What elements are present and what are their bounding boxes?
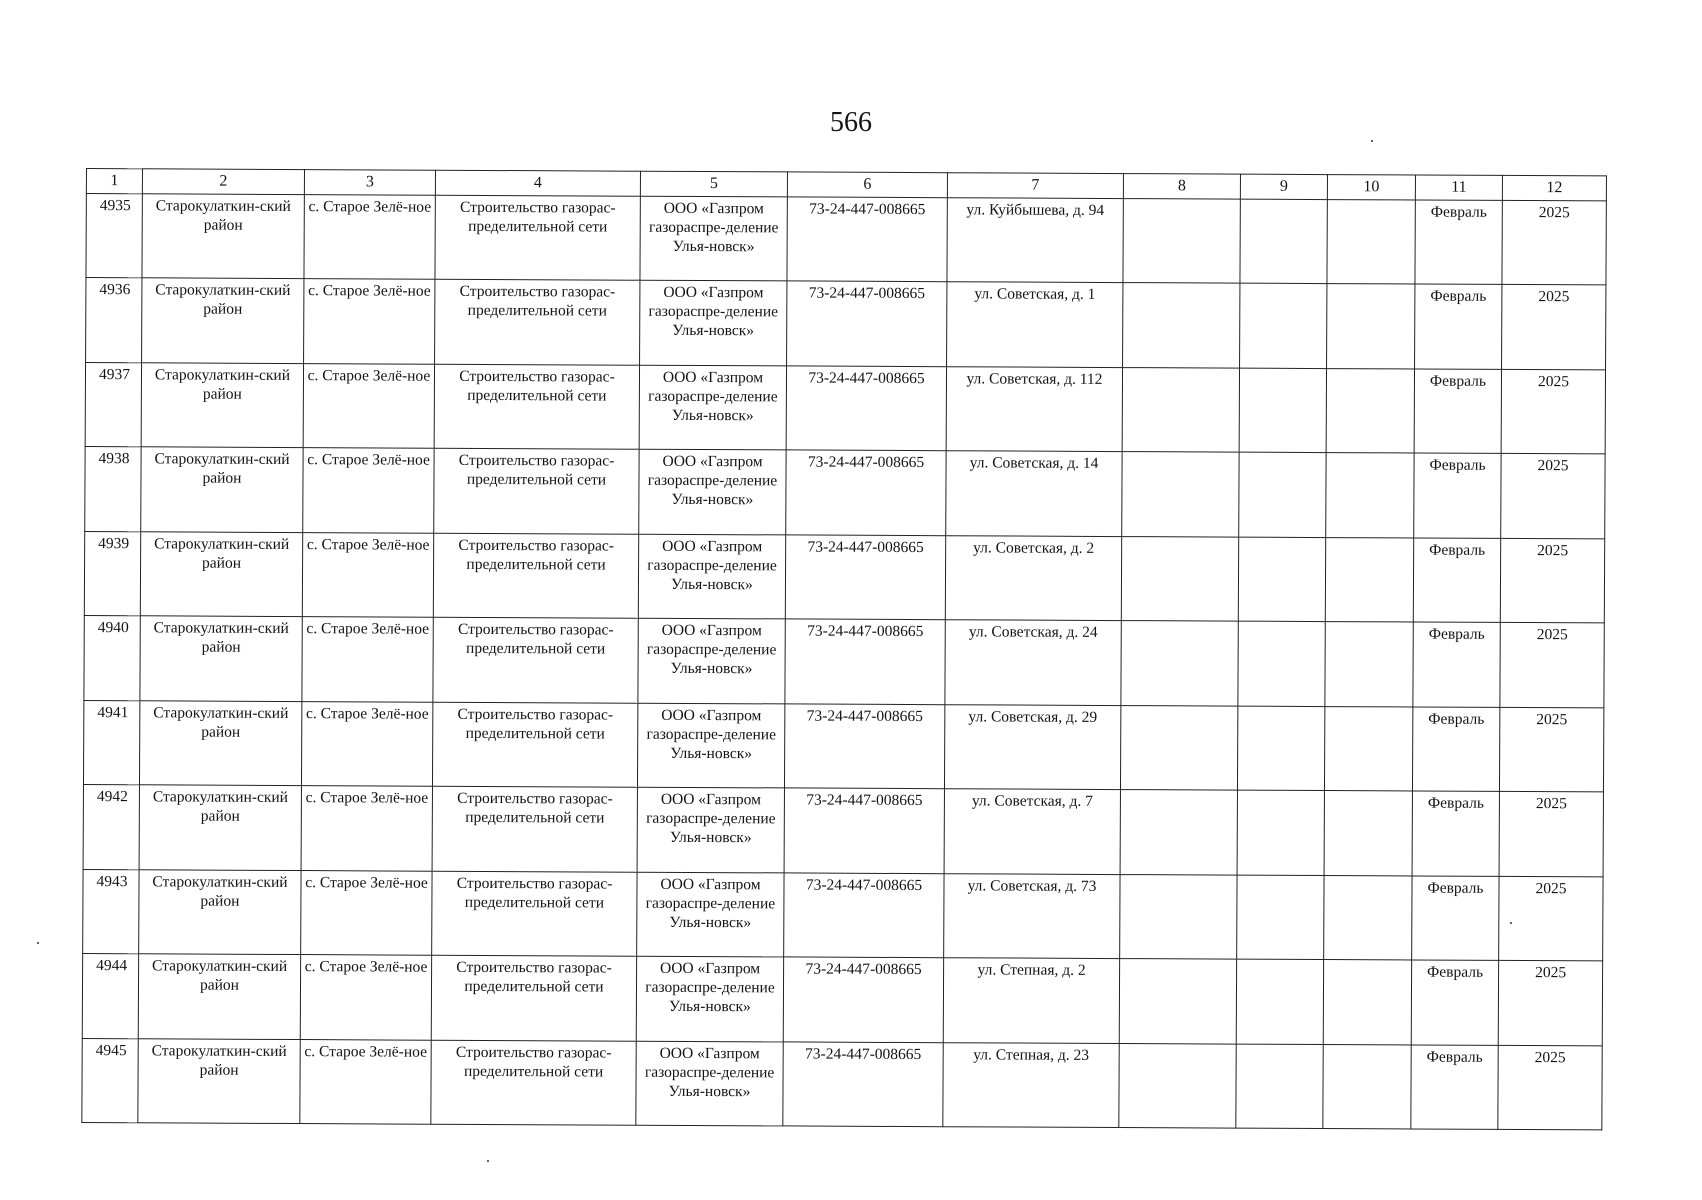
- cell-work-type: [432, 702, 637, 787]
- district-text: Старокулаткин-ский район: [153, 704, 289, 741]
- cell-organization: [639, 449, 786, 535]
- col-8-text: [1123, 285, 1239, 286]
- cell-number: [84, 615, 140, 700]
- cell-district: [138, 1039, 300, 1124]
- cell-work-type: [433, 617, 638, 703]
- year-text: 2025: [1536, 711, 1568, 729]
- month-text: Февраль: [1428, 625, 1485, 643]
- column-header-6: 6: [787, 172, 947, 198]
- cell-col-8: [1123, 283, 1240, 369]
- cell-registry-code: [785, 535, 945, 620]
- settlement-text: с. Старое Зелё-ное: [304, 958, 428, 976]
- cell-registry-code: [787, 281, 947, 367]
- address-text: ул. Советская, д. 7: [971, 792, 1093, 810]
- year-text: 2025: [1536, 626, 1568, 644]
- table-row: [85, 446, 1605, 538]
- cell-year: [1500, 622, 1604, 708]
- cell-month: [1414, 369, 1501, 453]
- settlement-text: с. Старое Зелё-ное: [308, 282, 431, 300]
- district-text: Старокулаткин-ский район: [154, 450, 290, 487]
- cell-settlement: [302, 533, 433, 618]
- settlement-text: с. Старое Зелё-ное: [308, 198, 432, 216]
- number-text: 4937: [98, 366, 131, 384]
- cell-address: [944, 705, 1120, 790]
- cell-month: [1415, 200, 1502, 284]
- organization-text: ООО «Газпром газораспре-деление Улья-новск»: [644, 1044, 775, 1101]
- work-type-text: Строительство газорас-пределительной сети: [457, 620, 614, 658]
- cell-col-9: [1240, 199, 1327, 283]
- work-type-text: Строительство газорас-пределительной сети: [456, 958, 612, 996]
- number-text: 4940: [97, 619, 129, 637]
- cell-number: [85, 446, 141, 531]
- year-text: 2025: [1535, 964, 1567, 982]
- cell-number: [85, 363, 141, 447]
- cell-col-8: [1120, 706, 1237, 791]
- year-text: 2025: [1537, 373, 1570, 391]
- number-text: 4938: [98, 450, 130, 468]
- cell-work-type: [431, 1040, 636, 1125]
- column-header-12: 12: [1502, 175, 1606, 201]
- settlement-text: с. Старое Зелё-ное: [306, 536, 430, 554]
- scan-speck: [1510, 922, 1512, 924]
- column-header-11: 11: [1415, 175, 1502, 200]
- cell-month: [1414, 453, 1501, 538]
- col-8-text: [1121, 708, 1237, 709]
- cell-year: [1501, 369, 1605, 454]
- address-text: ул. Советская, д. 29: [968, 708, 1098, 726]
- organization-text: ООО «Газпром газораспре-деление Улья-новск»: [645, 959, 775, 1016]
- column-header-3: 3: [304, 170, 435, 196]
- cell-address: [947, 198, 1123, 283]
- district-text: Старокулаткин-ский район: [152, 873, 288, 910]
- organization-text: ООО «Газпром газораспре-деление Улья-новск»: [648, 199, 779, 256]
- settlement-text: с. Старое Зелё-ное: [304, 1043, 428, 1061]
- cell-col-10: [1327, 284, 1415, 369]
- year-text: 2025: [1537, 542, 1569, 560]
- table-row: [83, 784, 1603, 876]
- cell-month: [1412, 707, 1499, 791]
- cell-col-10: [1325, 622, 1413, 707]
- cell-district: [139, 785, 301, 871]
- cell-number: [83, 869, 139, 953]
- col-8-text: [1124, 201, 1240, 202]
- cell-col-10: [1323, 1045, 1411, 1129]
- month-text: Февраль: [1427, 879, 1484, 897]
- cell-organization: [640, 280, 787, 366]
- work-type-text: Строительство газорас-пределительной сети: [459, 282, 616, 320]
- organization-text: ООО «Газпром газораспре-деление Улья-новск»: [645, 875, 776, 932]
- cell-registry-code: [783, 1042, 943, 1127]
- settlement-text: с. Старое Зелё-ное: [307, 367, 431, 385]
- cell-work-type: [435, 279, 640, 365]
- district-text: Старокулаткин-ский район: [155, 197, 291, 234]
- col-8-text: [1121, 877, 1237, 878]
- col-8-text: [1120, 961, 1236, 962]
- address-text: ул. Советская, д. 14: [969, 454, 1099, 472]
- col-8-text: [1123, 454, 1239, 455]
- cell-organization: [638, 534, 785, 619]
- cell-address: [943, 1043, 1119, 1128]
- organization-text: ООО «Газпром газораспре-деление Улья-новск»: [646, 621, 777, 678]
- cell-district: [140, 532, 302, 617]
- work-type-text: Строительство газорас-пределительной сети: [460, 198, 616, 236]
- cell-settlement: [304, 279, 435, 365]
- col-8-text: [1120, 1046, 1236, 1047]
- cell-organization: [637, 872, 784, 957]
- cell-col-8: [1119, 1044, 1236, 1129]
- cell-address: [946, 367, 1122, 452]
- number-text: 4945: [95, 1042, 127, 1060]
- column-header-2: 2: [142, 169, 304, 195]
- cell-col-10: [1326, 369, 1414, 453]
- cell-registry-code: [785, 619, 945, 705]
- table-row: [86, 194, 1606, 285]
- cell-organization: [638, 618, 785, 704]
- number-text: 4935: [99, 197, 131, 215]
- district-text: Старокулаткин-ский район: [154, 535, 290, 572]
- work-type-text: Строительство газорас-пределительной сети: [457, 789, 613, 827]
- cell-number: [83, 700, 139, 784]
- cell-month: [1413, 538, 1500, 622]
- cell-col-10: [1325, 538, 1413, 622]
- address-text: ул. Советская, д. 1: [974, 285, 1096, 303]
- col-8-text: [1122, 539, 1238, 540]
- cell-month: [1412, 791, 1499, 876]
- registry-code-text: 73-24-447-008665: [805, 1045, 922, 1064]
- registry-code-text: 73-24-447-008665: [808, 369, 925, 388]
- cell-year: [1499, 791, 1603, 877]
- month-text: Февраль: [1430, 203, 1487, 221]
- cell-settlement: [302, 617, 433, 703]
- cell-registry-code: [786, 450, 946, 536]
- registry-code-text: 73-24-447-008665: [809, 200, 926, 219]
- cell-work-type: [432, 871, 637, 956]
- cell-settlement: [303, 448, 434, 534]
- page-number: 566: [830, 107, 872, 138]
- district-text: Старокулаткин-ский район: [151, 1042, 287, 1079]
- address-text: ул. Советская, д. 112: [966, 370, 1103, 388]
- month-text: Февраль: [1428, 710, 1485, 728]
- cell-registry-code: [784, 788, 944, 874]
- registry-code-text: 73-24-447-008665: [808, 284, 926, 303]
- cell-work-type: [432, 786, 637, 872]
- cell-month: [1413, 622, 1500, 707]
- cell-address: [943, 958, 1119, 1044]
- settlement-text: с. Старое Зелё-ное: [305, 789, 429, 807]
- month-text: Февраль: [1429, 541, 1486, 559]
- month-text: Февраль: [1427, 794, 1484, 812]
- number-text: 4942: [96, 788, 128, 806]
- cell-col-9: [1238, 621, 1325, 706]
- work-type-text: Строительство газорас-пределительной сети: [458, 451, 615, 489]
- cell-col-8: [1122, 452, 1239, 538]
- column-header-7: 7: [947, 173, 1123, 199]
- cell-registry-code: [784, 873, 944, 958]
- cell-col-8: [1120, 790, 1237, 876]
- settlement-text: с. Старое Зелё-ное: [307, 451, 430, 469]
- cell-work-type: [431, 955, 636, 1041]
- cell-district: [138, 954, 300, 1040]
- cell-month: [1411, 960, 1498, 1045]
- column-header-10: 10: [1327, 175, 1415, 200]
- number-text: 4939: [98, 535, 130, 553]
- organization-text: ООО «Газпром газораспре-деление Улья-новск»: [646, 790, 776, 847]
- table-row: [83, 700, 1603, 791]
- cell-number: [83, 784, 139, 869]
- cell-organization: [636, 956, 783, 1042]
- work-type-text: Строительство газорас-пределительной сети: [456, 874, 613, 912]
- year-text: 2025: [1537, 457, 1569, 475]
- cell-col-9: [1239, 452, 1326, 537]
- column-header-9: 9: [1240, 174, 1327, 199]
- column-header-1: 1: [86, 169, 142, 194]
- cell-settlement: [301, 871, 432, 956]
- cell-number: [82, 1038, 138, 1122]
- registry-code-text: 73-24-447-008665: [806, 707, 923, 726]
- cell-col-10: [1323, 960, 1411, 1045]
- cell-work-type: [435, 195, 640, 280]
- cell-col-9: [1236, 1044, 1323, 1128]
- cell-registry-code: [786, 366, 946, 451]
- address-text: ул. Советская, д. 24: [968, 623, 1098, 641]
- cell-col-9: [1237, 706, 1324, 790]
- cell-year: [1498, 960, 1602, 1046]
- cell-month: [1412, 876, 1499, 960]
- year-text: 2025: [1534, 1049, 1566, 1067]
- cell-year: [1500, 538, 1604, 623]
- settlement-text: с. Старое Зелё-ное: [306, 620, 430, 638]
- cell-district: [142, 194, 304, 279]
- cell-address: [945, 536, 1121, 621]
- cell-settlement: [300, 955, 431, 1041]
- address-text: ул. Куйбышева, д. 94: [966, 201, 1105, 219]
- column-header-5: 5: [640, 171, 787, 197]
- cell-col-9: [1236, 959, 1323, 1044]
- registry-code-text: 73-24-447-008665: [805, 960, 922, 979]
- work-type-text: Строительство газорас-пределительной сети: [459, 367, 615, 405]
- cell-address: [944, 874, 1120, 959]
- cell-work-type: [434, 448, 639, 534]
- cell-col-8: [1123, 199, 1240, 284]
- cell-organization: [637, 703, 784, 788]
- registry-code-text: 73-24-447-008665: [807, 622, 924, 641]
- cell-settlement: [304, 195, 435, 280]
- number-text: 4943: [96, 873, 128, 891]
- work-type-text: Строительство газорас-пределительной сети: [457, 705, 614, 743]
- cell-district: [140, 616, 302, 702]
- cell-col-10: [1324, 707, 1412, 791]
- cell-year: [1502, 200, 1606, 285]
- cell-address: [946, 451, 1122, 537]
- cell-month: [1411, 1045, 1498, 1129]
- scan-speck: [487, 1160, 489, 1162]
- number-text: 4936: [99, 281, 131, 299]
- settlement-text: с. Старое Зелё-ное: [305, 874, 428, 892]
- district-text: Старокулаткин-ский район: [153, 619, 289, 656]
- cell-year: [1499, 707, 1603, 792]
- table-row: [86, 278, 1606, 370]
- col-8-text: [1122, 623, 1238, 624]
- month-text: Февраль: [1430, 287, 1487, 305]
- registry-code-text: 73-24-447-008665: [806, 791, 923, 810]
- address-text: ул. Степная, д. 2: [977, 961, 1086, 979]
- registry-code-text: 73-24-447-008665: [807, 453, 925, 472]
- cell-col-9: [1238, 537, 1325, 621]
- cell-month: [1415, 284, 1502, 369]
- cell-work-type: [433, 533, 638, 618]
- month-text: Февраль: [1429, 372, 1487, 390]
- cell-col-8: [1121, 621, 1238, 707]
- district-text: Старокулаткин-ский район: [155, 281, 291, 318]
- table-row: [82, 953, 1602, 1045]
- address-text: ул. Советская, д. 2: [973, 539, 1095, 557]
- cell-district: [139, 701, 301, 786]
- column-header-8: 8: [1123, 174, 1240, 200]
- registry-code-text: 73-24-447-008665: [805, 876, 923, 895]
- registry-table: [81, 168, 1607, 1130]
- scan-speck: [1371, 140, 1373, 142]
- cell-col-8: [1121, 537, 1238, 622]
- cell-settlement: [303, 364, 434, 449]
- cell-col-8: [1119, 959, 1236, 1045]
- district-text: Старокулаткин-ский район: [151, 957, 288, 994]
- cell-number: [86, 194, 142, 278]
- table-row: [84, 531, 1604, 622]
- month-text: Февраль: [1429, 456, 1486, 474]
- cell-col-9: [1237, 875, 1324, 959]
- cell-organization: [637, 787, 784, 873]
- cell-col-9: [1237, 790, 1324, 875]
- cell-number: [86, 278, 142, 363]
- cell-address: [944, 789, 1120, 875]
- year-text: 2025: [1538, 288, 1570, 306]
- col-8-text: [1123, 370, 1239, 371]
- cell-work-type: [434, 364, 639, 449]
- cell-registry-code: [784, 704, 944, 789]
- cell-col-10: [1327, 200, 1415, 284]
- cell-settlement: [301, 786, 432, 872]
- registry-code-text: 73-24-447-008665: [807, 538, 924, 557]
- year-text: 2025: [1535, 880, 1567, 898]
- cell-col-10: [1326, 453, 1414, 538]
- cell-registry-code: [783, 957, 943, 1043]
- organization-text: ООО «Газпром газораспре-деление Улья-новск»: [647, 452, 778, 509]
- cell-year: [1498, 1045, 1602, 1130]
- cell-district: [141, 447, 303, 533]
- cell-col-10: [1324, 876, 1412, 960]
- district-text: Старокулаткин-ский район: [152, 788, 289, 825]
- cell-col-9: [1239, 368, 1326, 452]
- settlement-text: с. Старое Зелё-ное: [305, 705, 429, 723]
- cell-address: [945, 620, 1121, 706]
- cell-number: [84, 531, 140, 615]
- col-8-text: [1121, 792, 1237, 793]
- cell-district: [142, 278, 304, 364]
- cell-registry-code: [787, 197, 947, 282]
- work-type-text: Строительство газорас-пределительной сети: [455, 1043, 612, 1081]
- organization-text: ООО «Газпром газораспре-деление Улья-новск»: [648, 368, 778, 425]
- cell-district: [141, 363, 303, 448]
- cell-organization: [639, 365, 786, 450]
- address-text: ул. Степная, д. 23: [973, 1046, 1090, 1064]
- cell-organization: [636, 1041, 783, 1126]
- column-header-4: 4: [435, 170, 640, 196]
- table-row: [83, 869, 1603, 960]
- year-text: 2025: [1535, 795, 1567, 813]
- district-text: Старокулаткин-ский район: [154, 366, 291, 403]
- organization-text: ООО «Газпром газораспре-деление Улья-новск»: [646, 706, 777, 763]
- address-text: ул. Советская, д. 73: [967, 877, 1097, 895]
- table-row: [85, 363, 1605, 454]
- cell-organization: [640, 196, 787, 281]
- cell-col-9: [1240, 283, 1327, 368]
- cell-col-8: [1120, 875, 1237, 960]
- table-body: [82, 194, 1607, 1130]
- cell-year: [1501, 453, 1605, 539]
- cell-district: [139, 870, 301, 955]
- cell-settlement: [301, 702, 432, 787]
- table-row: [84, 615, 1604, 707]
- scan-speck: [37, 942, 39, 944]
- cell-year: [1502, 284, 1606, 370]
- cell-settlement: [300, 1040, 431, 1125]
- month-text: Февраль: [1426, 1048, 1483, 1066]
- year-text: 2025: [1538, 204, 1570, 222]
- cell-col-8: [1122, 368, 1239, 453]
- organization-text: ООО «Газпром газораспре-деление Улья-новск»: [647, 537, 777, 594]
- cell-address: [947, 282, 1123, 368]
- cell-year: [1499, 876, 1603, 961]
- table-row: [82, 1038, 1602, 1129]
- organization-text: ООО «Газпром газораспре-деление Улья-новск»: [648, 283, 779, 340]
- number-text: 4941: [97, 704, 129, 722]
- number-text: 4944: [96, 957, 128, 975]
- month-text: Февраль: [1427, 963, 1484, 981]
- cell-number: [82, 953, 138, 1038]
- cell-col-10: [1324, 791, 1412, 876]
- work-type-text: Строительство газорас-пределительной сети: [458, 536, 614, 574]
